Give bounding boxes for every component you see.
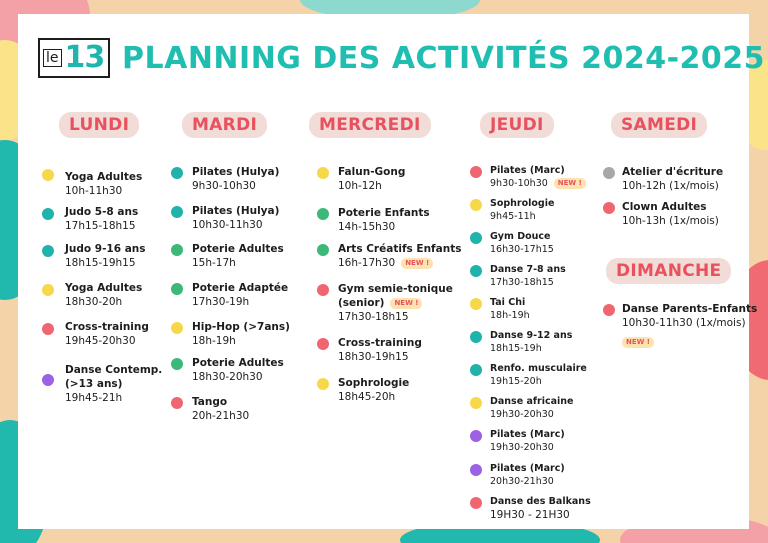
activity-time: 18h-19h [490,310,530,321]
activity-time: 19H30 - 21H30 [490,509,570,521]
activity-name: Judo 5-8 ans [65,206,139,218]
new-badge: NEW ! [622,337,654,348]
green-dot-icon [317,208,329,220]
activity-name: Clown Adultes [622,201,707,213]
teal-dot-icon [42,208,54,220]
green-dot-icon [171,358,183,370]
teal-dot-icon [470,364,482,376]
activity-name: Pilates (Hulya) [192,166,280,178]
le13-logo [38,38,110,78]
green-dot-icon [171,283,183,295]
purple-dot-icon [470,464,482,476]
activity-name: Renfo. musculaire [490,363,587,374]
activity-name: Danse Parents-Enfants [622,303,758,315]
new-badge: NEW ! [401,258,433,269]
activity-name: Gym semie-tonique [338,283,453,295]
activity-name: Cross-training [338,337,422,349]
yellow-dot-icon [470,199,482,211]
teal-dot-icon [42,245,54,257]
activity-time: 16h-17h30 [338,257,396,269]
activity-name: Danse 7-8 ans [490,264,566,275]
activity-name: Danse 9-12 ans [490,330,573,341]
activity-name: Poterie Enfants [338,207,430,219]
day-label-samedi: SAMEDI [611,112,707,138]
activity-name: Cross-training [65,321,149,333]
column-dimanche [603,258,758,346]
activity-time: 19h15-20h [490,376,542,387]
column-samedi [603,112,724,227]
activity-time: 18h45-20h [338,391,396,403]
day-label-dimanche: DIMANCHE [606,258,731,284]
yellow-dot-icon [470,298,482,310]
coral-dot-icon [317,284,329,296]
activity-name: Pilates (Marc) [490,165,565,176]
column-lundi [42,112,163,404]
coral-dot-icon [317,338,329,350]
activity-time: 9h30-10h30 [192,180,256,192]
activity-name: Falun-Gong [338,166,406,178]
teal-dot-icon [470,265,482,277]
activity-name: Pilates (Marc) [490,463,565,474]
activity-name: Poterie Adultes [192,243,284,255]
coral-dot-icon [470,497,482,509]
activity-name: Poterie Adaptée [192,282,289,294]
activity-time: 15h-17h [192,257,236,269]
activity-name: Sophrologie [338,377,410,389]
yellow-dot-icon [470,397,482,409]
activity-time: 17h30-18h15 [338,311,409,323]
activity-time: 18h30-19h15 [338,351,409,363]
activity-name: Tango [192,396,228,408]
activity-time: 16h30-17h15 [490,244,554,255]
header [38,36,765,80]
activity-time: 10h-12h [338,180,382,192]
activity-name: Yoga Adultes [65,171,143,183]
planning-card [18,14,766,529]
activity-time: 20h30-21h30 [490,476,554,487]
page-title: PLANNING DES ACTIVITÉS 2024-2025 [122,40,766,76]
day-label-lundi: LUNDI [59,112,139,138]
activity-time: 18h15-19h15 [65,257,136,269]
coral-dot-icon [603,304,615,316]
activity-name: Pilates (Marc) [490,429,565,440]
activity-time: 10h-13h (1x/mois) [622,215,719,227]
activity-name: Atelier d'écriture [622,166,724,178]
activity-name: Pilates (Hulya) [192,205,280,217]
activity-name-line2: (>13 ans) [65,378,123,390]
activity-name-line2: (senior) [338,297,385,309]
teal-dot-icon [171,206,183,218]
teal-dot-icon [470,331,482,343]
purple-dot-icon [42,374,54,386]
green-dot-icon [317,244,329,256]
activity-time: 14h-15h30 [338,221,396,233]
activity-name: Poterie Adultes [192,357,284,369]
yellow-dot-icon [42,169,54,181]
yellow-dot-icon [317,167,329,179]
activity-time: 20h-21h30 [192,410,250,422]
activity-name: Tai Chi [490,297,526,308]
activity-time: 10h30-11h30 [192,219,263,231]
activity-time: 9h30-10h30 [490,178,548,189]
activity-name: Sophrologie [490,198,555,209]
teal-dot-icon [171,167,183,179]
activity-time: 19h30-20h30 [490,442,554,453]
activity-time: 18h15-19h [490,343,542,354]
coral-dot-icon [42,323,54,335]
logo-number: 13 [64,40,105,75]
column-mercredi [317,112,462,403]
activity-name: Danse africaine [490,396,574,407]
activity-time: 19h45-20h30 [65,335,136,347]
activity-time: 19h30-20h30 [490,409,554,420]
coral-dot-icon [470,166,482,178]
activity-name: Gym Douce [490,231,551,242]
activity-name: Arts Créatifs Enfants [338,243,462,255]
activity-time: 18h30-20h [65,296,123,308]
yellow-dot-icon [317,378,329,390]
day-label-mardi: MARDI [182,112,267,138]
activity-name: Yoga Adultes [65,282,143,294]
coral-dot-icon [603,202,615,214]
activity-time: 19h45-21h [65,392,123,404]
day-label-jeudi: JEUDI [480,112,554,138]
logo-le-text: le [43,49,62,67]
green-dot-icon [171,244,183,256]
activity-time: 17h15-18h15 [65,220,136,232]
day-label-mercredi: MERCREDI [309,112,431,138]
yellow-dot-icon [42,284,54,296]
activity-time: 17h30-18h15 [490,277,554,288]
activity-time: 10h-11h30 [65,185,123,197]
activity-time: 17h30-19h [192,296,250,308]
new-badge: NEW ! [554,178,586,189]
column-mardi [171,112,290,422]
activity-name: Hip-Hop (>7ans) [192,321,290,333]
teal-dot-icon [470,232,482,244]
grey-dot-icon [603,167,615,179]
activity-time: 10h30-11h30 (1x/mois) [622,317,746,329]
activity-name: Danse des Balkans [490,496,591,507]
activity-name: Judo 9-16 ans [65,243,146,255]
yellow-dot-icon [171,322,183,334]
activity-name: Danse Contemp. [65,364,163,376]
activity-time: 18h-19h [192,335,236,347]
column-jeudi [470,112,591,521]
activity-time: 18h30-20h30 [192,371,263,383]
activity-time: 10h-12h (1x/mois) [622,180,719,192]
activity-time: 9h45-11h [490,211,536,222]
coral-dot-icon [171,397,183,409]
purple-dot-icon [470,430,482,442]
new-badge: NEW ! [390,298,422,309]
